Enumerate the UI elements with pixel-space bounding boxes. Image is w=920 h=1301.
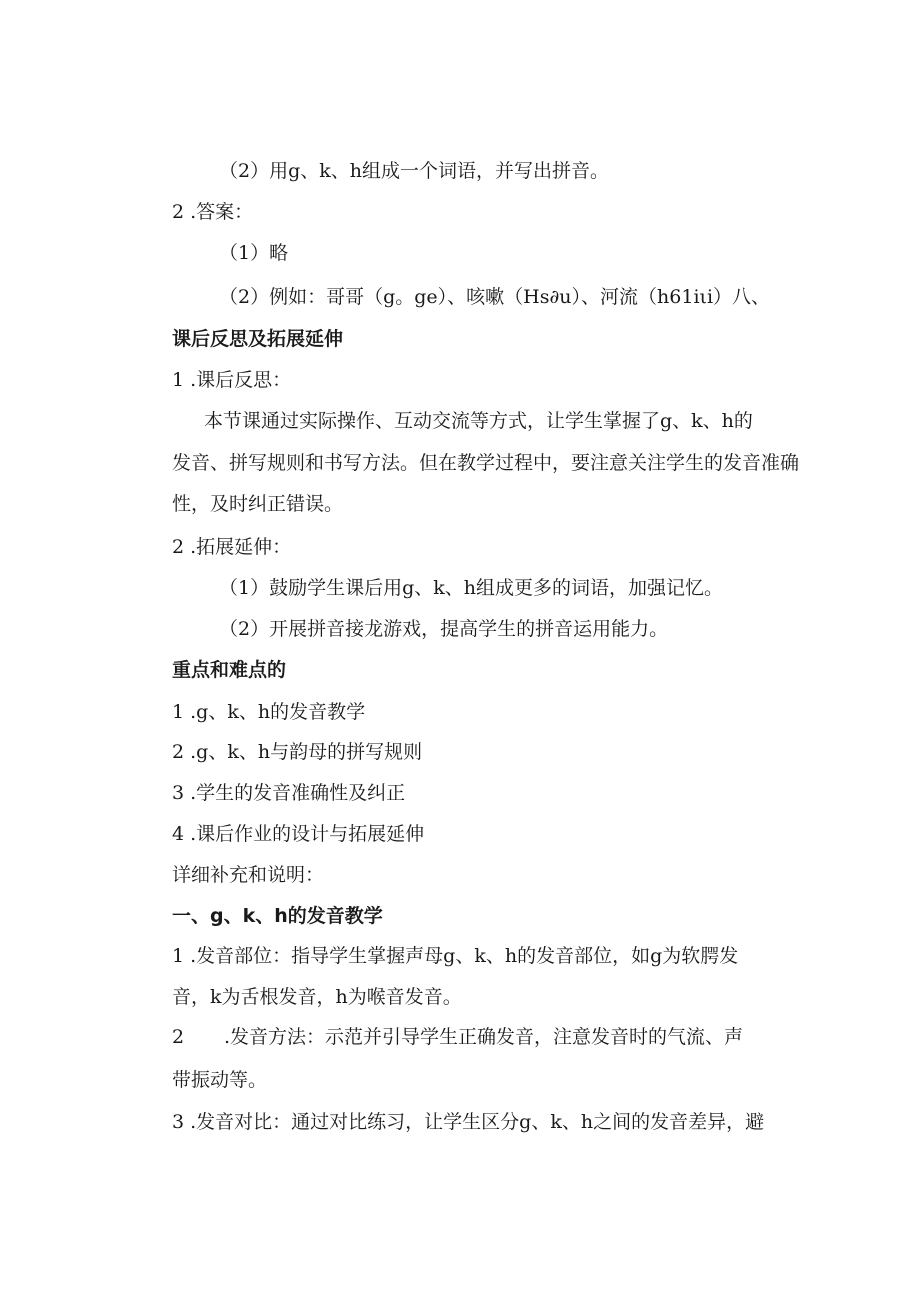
reflection-paragraph-line-3: 性，及时纠正错误。 [172,493,344,515]
key-point-1: 1 .g、k、h的发音教学 [172,701,366,723]
section-heading-reflection: 课后反思及拓展延伸 [172,328,344,350]
reflection-paragraph-line-2: 发音、拼写规则和书写方法。但在教学过程中，要注意关注学生的发音准确 [172,452,800,474]
answer-item-1: （1）略 [219,242,289,264]
exercise-item-2: （2）用g、k、h组成一个词语，并写出拼音。 [219,160,610,182]
pronunciation-point-1-line-1: 1 .发音部位：指导学生掌握声母g、k、h的发音部位，如g为软腭发 [172,945,739,967]
section-heading-pronunciation: 一、g、k、h的发音教学 [172,905,383,927]
answer-item-2: （2）例如：哥哥（g。ge）、咳嗽（Hs∂u）、河流（h61iιi）八、 [219,286,771,308]
pronunciation-point-2-line-1: .发音方法：示范并引导学生正确发音，注意发音时的气流、声 [224,1026,744,1048]
pronunciation-point-3-line-1: 3 .发音对比：通过对比练习，让学生区分g、k、h之间的发音差异，避 [172,1111,765,1133]
pronunciation-point-2-line-2: 带振动等。 [172,1069,268,1091]
details-heading: 详细补充和说明： [172,864,325,886]
reflection-paragraph-line-1: 本节课通过实际操作、互动交流等方式，让学生掌握了g、k、h的 [204,410,753,432]
key-point-2: 2 .g、k、h与韵母的拼写规则 [172,741,423,763]
extension-heading: 2 .拓展延伸： [172,536,292,558]
reflection-heading: 1 .课后反思： [172,369,292,391]
pronunciation-point-2-number: 2 [172,1026,185,1048]
extension-item-1: （1）鼓励学生课后用g、k、h组成更多的词语，加强记忆。 [219,577,724,599]
extension-item-2: （2）开展拼音接龙游戏，提高学生的拼音运用能力。 [219,618,669,640]
pronunciation-point-1-line-2: 音，k为舌根发音，h为喉音发音。 [172,986,462,1008]
answer-heading: 2 .答案： [172,201,254,223]
key-point-3: 3 .学生的发音准确性及纠正 [172,782,406,804]
section-heading-key-points: 重点和难点的 [172,659,287,681]
key-point-4: 4 .课后作业的设计与拓展延伸 [172,823,425,845]
